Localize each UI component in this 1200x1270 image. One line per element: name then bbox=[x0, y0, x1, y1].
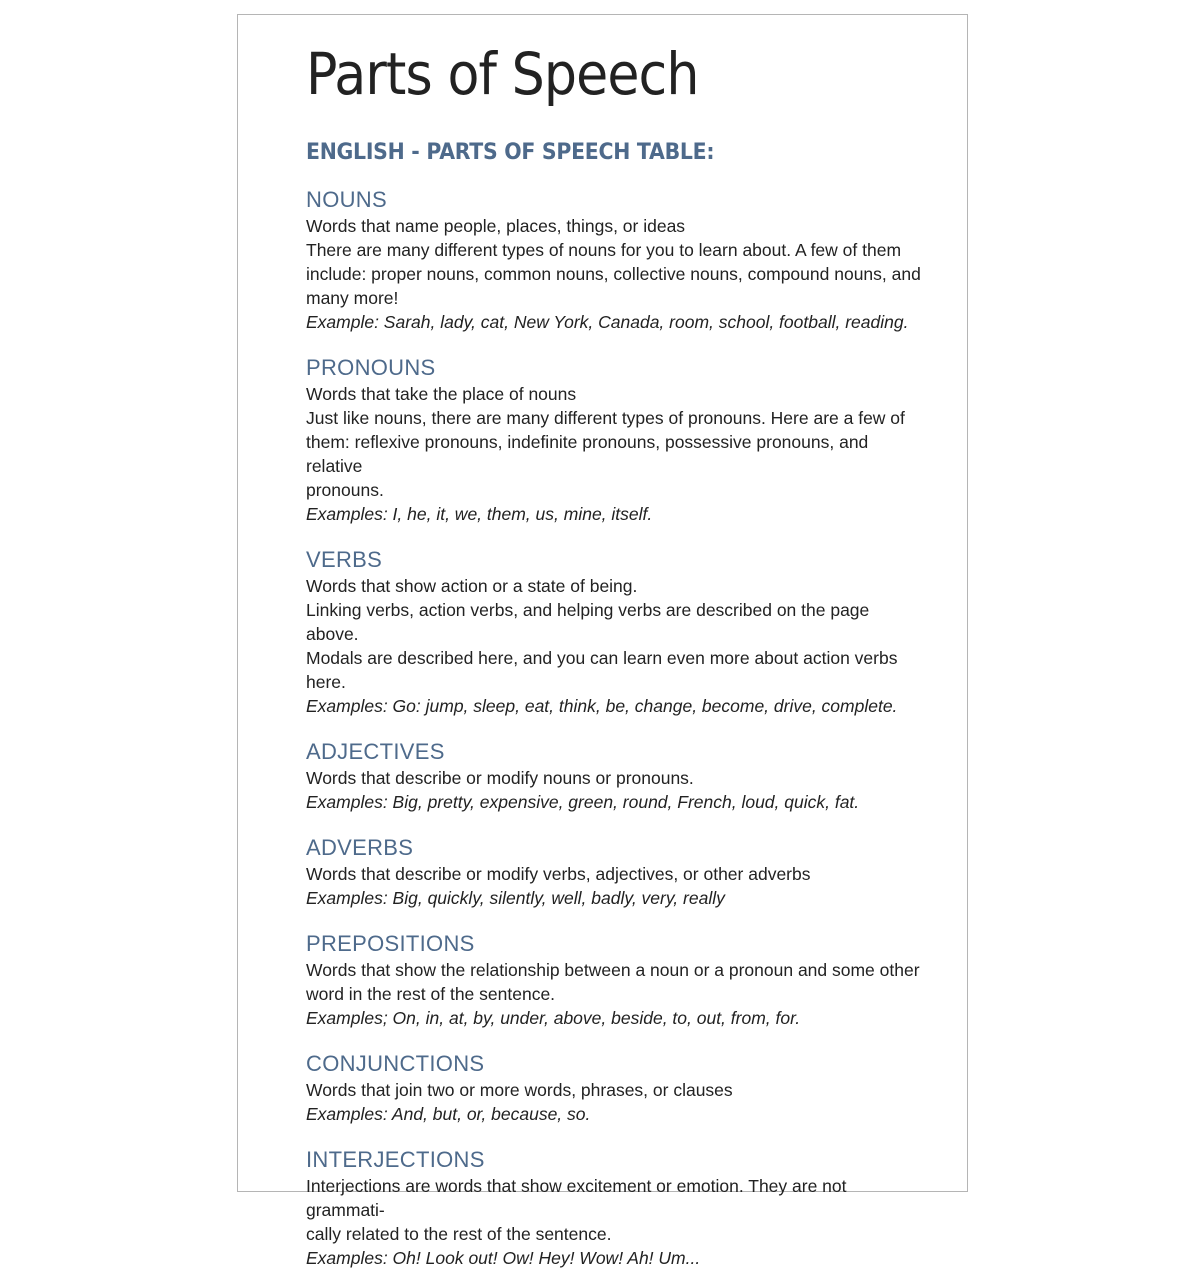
section-title: ADJECTIVES bbox=[306, 739, 445, 764]
description-line: pronouns. bbox=[306, 480, 384, 500]
description-line: There are many different types of nouns for you to learn about. A few of them bbox=[306, 240, 902, 260]
section-prepositions bbox=[306, 930, 926, 1030]
section-title: PREPOSITIONS bbox=[306, 931, 475, 956]
page-title: Parts of Speech bbox=[306, 40, 699, 108]
section-verbs bbox=[306, 546, 926, 718]
description-line: Just like nouns, there are many different types of pronouns. Here are a few of bbox=[306, 408, 905, 428]
example-line: Examples; On, in, at, by, under, above, beside, to, out, from, for. bbox=[306, 1008, 801, 1028]
description-line: include: proper nouns, common nouns, collective nouns, compound nouns, and bbox=[306, 264, 921, 284]
example-line: Examples: Big, pretty, expensive, green, round, French, loud, quick, fat. bbox=[306, 792, 860, 812]
example-line: Example: Sarah, lady, cat, New York, Canada, room, school, football, reading. bbox=[306, 312, 909, 332]
section-title: VERBS bbox=[306, 547, 383, 572]
section-adjectives bbox=[306, 738, 926, 814]
section-interjections bbox=[306, 1146, 926, 1270]
document-page bbox=[237, 14, 968, 1268]
definition-line: word in the rest of the sentence. bbox=[306, 984, 556, 1004]
example-line: Examples: Go: jump, sleep, eat, think, be, change, become, drive, complete. bbox=[306, 696, 898, 716]
document-content bbox=[306, 33, 926, 1270]
description-line: many more! bbox=[306, 288, 399, 308]
description-line: here. bbox=[306, 672, 346, 692]
section-pronouns bbox=[306, 354, 926, 526]
section-title: ADVERBS bbox=[306, 835, 414, 860]
definition-line: Words that join two or more words, phrases, or clauses bbox=[306, 1080, 733, 1100]
section-conjunctions bbox=[306, 1050, 926, 1126]
description-line: Modals are described here, and you can learn even more about action verbs bbox=[306, 648, 898, 668]
section-title: PRONOUNS bbox=[306, 355, 436, 380]
definition-line: Interjections are words that show excitement or emotion. They are not grammati- bbox=[306, 1176, 847, 1220]
definition-line: Words that describe or modify verbs, adjectives, or other adverbs bbox=[306, 864, 811, 884]
definition-line: Words that take the place of nouns bbox=[306, 384, 577, 404]
definition-line: Words that name people, places, things, or ideas bbox=[306, 216, 686, 236]
example-line: Examples: And, but, or, because, so. bbox=[306, 1104, 591, 1124]
section-nouns bbox=[306, 186, 926, 334]
section-title: INTERJECTIONS bbox=[306, 1147, 485, 1172]
definition-line: Words that show action or a state of being. bbox=[306, 576, 638, 596]
definition-line: cally related to the rest of the sentence. bbox=[306, 1224, 612, 1244]
example-line: Examples: Oh! Look out! Ow! Hey! Wow! Ah! Um... bbox=[306, 1248, 701, 1268]
table-heading: ENGLISH - PARTS OF SPEECH TABLE: bbox=[306, 140, 715, 165]
definition-line: Words that show the relationship between a noun or a pronoun and some other bbox=[306, 960, 920, 980]
example-line: Examples: Big, quickly, silently, well, badly, very, really bbox=[306, 888, 725, 908]
section-title: CONJUNCTIONS bbox=[306, 1051, 485, 1076]
section-title: NOUNS bbox=[306, 187, 387, 212]
section-adverbs bbox=[306, 834, 926, 910]
definition-line: Words that describe or modify nouns or pronouns. bbox=[306, 768, 694, 788]
description-line: them: reflexive pronouns, indefinite pronouns, possessive pronouns, and relative bbox=[306, 432, 869, 476]
description-line: Linking verbs, action verbs, and helping verbs are described on the page above. bbox=[306, 600, 870, 644]
example-line: Examples: I, he, it, we, them, us, mine, itself. bbox=[306, 504, 653, 524]
